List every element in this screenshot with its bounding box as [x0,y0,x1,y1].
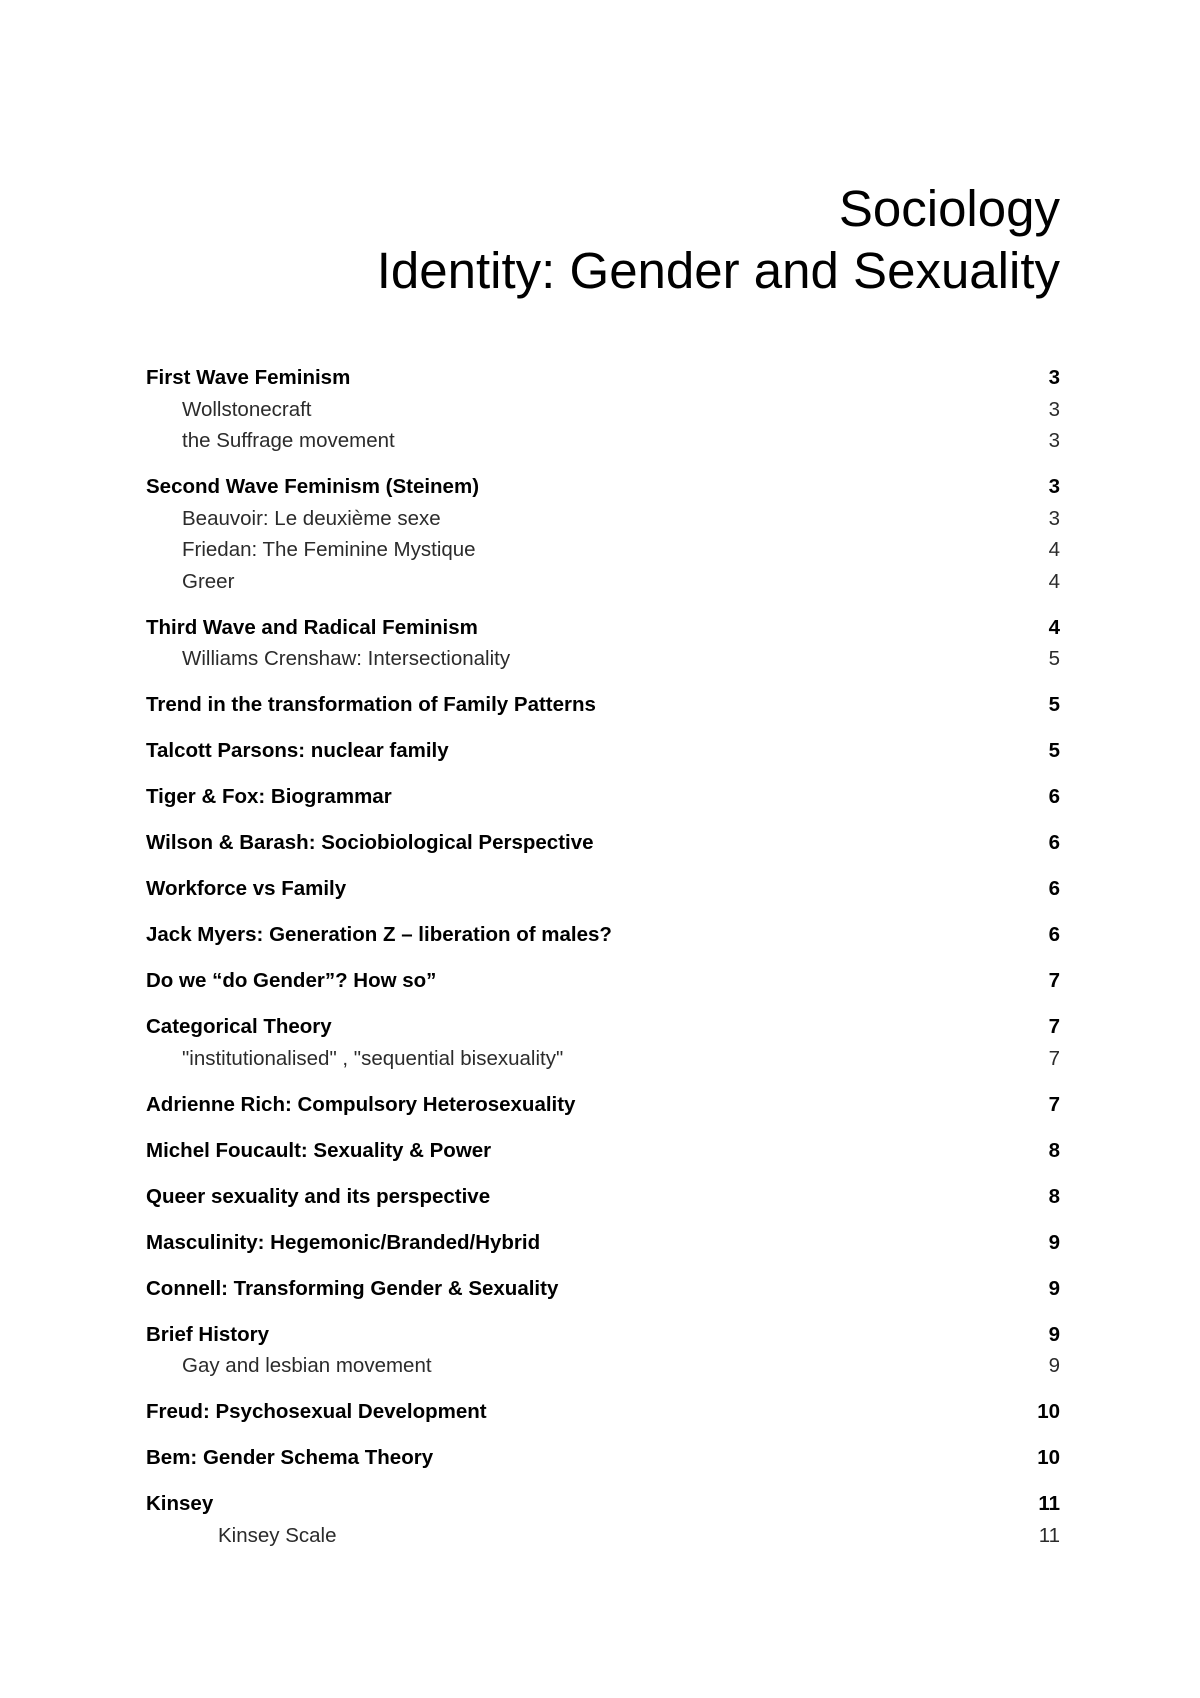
toc-entry-label: Tiger & Fox: Biogrammar [146,785,392,808]
toc-entry[interactable] [146,873,1060,905]
toc-entry[interactable] [146,1396,1060,1428]
toc-entry-page-number: 8 [1048,1184,1060,1208]
toc-entry-page-number: 9 [1048,1276,1060,1300]
toc-entry-label: "institutionalised" , "sequential bisexuality" [182,1046,564,1070]
toc-entry-page-number: 5 [1048,647,1060,670]
toc-entry-page-number: 5 [1048,739,1060,762]
toc-entry[interactable] [146,1181,1060,1213]
toc-entry-page-number: 10 [1037,1446,1060,1469]
toc-entry[interactable] [146,394,1060,426]
toc-entry[interactable] [146,534,1060,566]
toc-entry-label: Freud: Psychosexual Development [146,1400,487,1423]
toc-entry-label: Wilson & Barash: Sociobiological Perspective [146,831,594,854]
toc-entry-page-number: 7 [1048,969,1060,992]
toc-entry-label: Categorical Theory [146,1015,332,1038]
toc-entry-page-number: 6 [1048,785,1060,808]
toc-entry[interactable] [146,1520,1060,1552]
toc-entry[interactable] [146,1319,1060,1351]
toc-entry-page-number: 8 [1048,1138,1060,1162]
toc-entry-label: Talcott Parsons: nuclear family [146,739,449,762]
toc-entry-page-number: 4 [1048,615,1060,639]
toc-entry-label: Second Wave Feminism (Steinem) [146,475,480,498]
toc-entry-page-number: 6 [1048,831,1060,854]
toc-entry-page-number: 11 [1038,1523,1060,1547]
toc-entry-label: Greer [182,569,235,593]
table-of-contents [146,362,1060,1551]
toc-entry-label: the Suffrage movement [182,429,395,452]
toc-entry-label: Bem: Gender Schema Theory [146,1446,434,1469]
toc-entry[interactable] [146,503,1060,535]
toc-entry-page-number: 6 [1048,923,1060,946]
toc-entry-page-number: 3 [1048,429,1060,452]
toc-entry-page-number: 4 [1048,538,1060,561]
toc-entry[interactable] [146,425,1060,457]
toc-entry[interactable] [146,1089,1060,1121]
toc-entry-label: Trend in the transformation of Family Patterns [146,693,596,716]
toc-entry[interactable] [146,1011,1060,1043]
toc-entry[interactable] [146,566,1060,598]
toc-entry-page-number: 9 [1048,1230,1060,1254]
title-block [377,178,1060,302]
toc-entry-page-number: 3 [1048,397,1060,421]
toc-entry-label: Kinsey Scale [218,1523,337,1547]
toc-entry-label: Jack Myers: Generation Z – liberation of males? [146,923,612,946]
toc-entry[interactable] [146,1350,1060,1382]
toc-entry-label: Queer sexuality and its perspective [146,1184,491,1208]
toc-entry[interactable] [146,919,1060,951]
toc-entry[interactable] [146,471,1060,503]
toc-entry-label: Connell: Transforming Gender & Sexuality [146,1276,559,1300]
toc-entry-label: Adrienne Rich: Compulsory Heterosexuality [146,1092,576,1116]
toc-entry[interactable] [146,643,1060,675]
toc-entry-page-number: 9 [1048,1354,1060,1377]
toc-entry-label: Brief History [146,1322,270,1346]
document-title: Sociology [838,180,1060,237]
toc-entry[interactable] [146,1442,1060,1474]
toc-entry-label: Masculinity: Hegemonic/Branded/Hybrid [146,1230,541,1254]
document-subtitle: Identity: Gender and Sexuality [376,242,1060,299]
toc-entry-label: Gay and lesbian movement [182,1354,432,1377]
toc-entry[interactable] [146,362,1060,394]
toc-entry-label: Workforce vs Family [146,877,347,900]
toc-entry[interactable] [146,781,1060,813]
toc-entry-page-number: 3 [1048,506,1060,530]
toc-entry[interactable] [146,735,1060,767]
toc-entry-page-number: 7 [1048,1015,1060,1038]
toc-entry-page-number: 11 [1038,1492,1060,1515]
toc-entry-page-number: 5 [1048,693,1060,716]
toc-entry[interactable] [146,1227,1060,1259]
toc-entry[interactable] [146,612,1060,644]
toc-entry[interactable] [146,689,1060,721]
toc-entry-label: Williams Crenshaw: Intersectionality [182,647,511,670]
toc-entry-label: Wollstonecraft [182,397,312,421]
toc-entry-page-number: 6 [1048,877,1060,900]
toc-entry-page-number: 4 [1048,569,1060,593]
toc-entry-label: Do we “do Gender”? How so” [146,969,437,992]
toc-entry[interactable] [146,1135,1060,1167]
toc-entry[interactable] [146,827,1060,859]
toc-entry[interactable] [146,1488,1060,1520]
toc-entry-page-number: 3 [1048,475,1060,498]
toc-entry[interactable] [146,1273,1060,1305]
toc-entry-label: Beauvoir: Le deuxième sexe [182,506,441,530]
toc-entry-page-number: 7 [1048,1092,1060,1116]
toc-entry-page-number: 3 [1048,366,1060,389]
toc-entry-label: Friedan: The Feminine Mystique [182,538,476,561]
toc-entry[interactable] [146,1043,1060,1075]
toc-entry-label: Kinsey [146,1492,214,1515]
toc-entry-label: Michel Foucault: Sexuality & Power [146,1138,492,1162]
toc-entry-label: Third Wave and Radical Feminism [146,615,478,639]
toc-entry-page-number: 7 [1048,1046,1060,1070]
toc-entry[interactable] [146,965,1060,997]
toc-entry-page-number: 9 [1048,1322,1060,1346]
toc-entry-page-number: 10 [1037,1400,1060,1423]
toc-entry-label: First Wave Feminism [146,366,351,389]
